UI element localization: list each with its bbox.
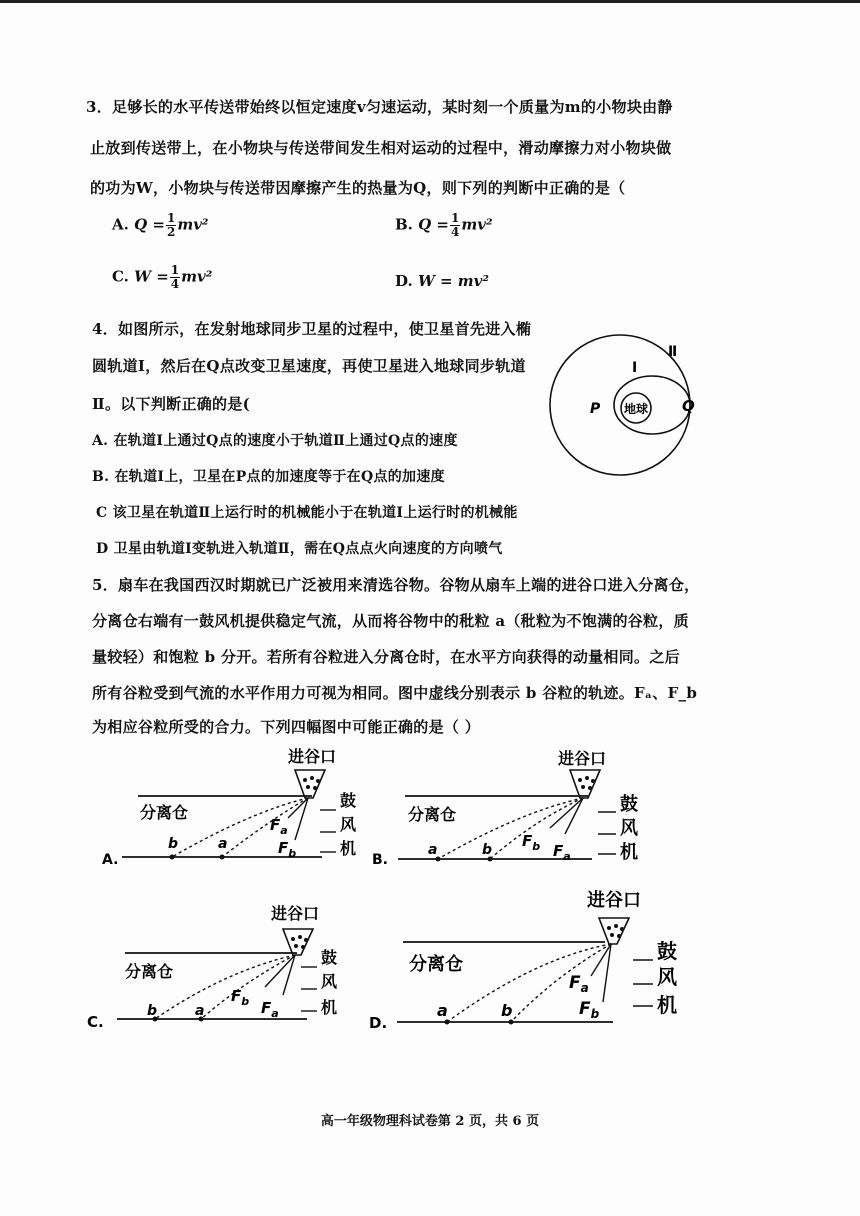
svg-text:b: b [482, 842, 493, 858]
q3-option-b: B. Q = $\frac{1}{4}$ mv² [395, 211, 493, 239]
svg-text:Fb: $F_b$ [278, 839, 297, 860]
svg-text:分离仓: 分离仓 [408, 805, 457, 824]
svg-text:机: 机 [657, 993, 677, 1017]
svg-text:b: b [168, 836, 179, 852]
q3-option-d: D. W = mv² [395, 272, 489, 290]
page-top-border [0, 0, 860, 3]
svg-text:Fa: $F_a$ [553, 842, 571, 863]
fraction: $\frac{1}{4}$ [451, 211, 460, 239]
svg-text:A.: A. [102, 852, 119, 868]
svg-text:机: 机 [620, 842, 638, 863]
q3-line2: 止放到传送带上，在小物块与传送带间发生相对运动的过程中，滑动摩擦力对小物块做 [90, 139, 672, 157]
q5-line3: 量较轻）和饱粒 b 分开。若所有谷粒进入分离仓时，在水平方向获得的动量相同。之后 [92, 648, 680, 666]
q5-line4: 所有谷粒受到气流的水平作用力可视为相同。图中虚线分别表示 b 谷粒的轨迹。Fₐ、F_b [92, 684, 698, 702]
svg-text:进谷口: 进谷口 [271, 904, 320, 923]
svg-text:鼓: 鼓 [657, 939, 677, 963]
svg-text:Fa: $F_a$ [270, 816, 288, 837]
fan-figure-a [100, 740, 370, 870]
svg-text:鼓: 鼓 [340, 791, 357, 810]
svg-text:a: a [428, 842, 438, 858]
svg-text:a: a [218, 836, 228, 852]
svg-text:Fb: $F_b$ [231, 987, 250, 1008]
q4-option-c: C 该卫星在轨道Ⅱ上运行时的机械能小于在轨道Ⅰ上运行时的机械能 [96, 505, 518, 521]
svg-text:D.: D. [369, 1014, 388, 1032]
fan-figure-b [370, 740, 660, 870]
svg-text:Fa: $F_a$ [569, 973, 589, 995]
hopper [295, 770, 325, 798]
q3-option-c: C. W = $\frac{1}{4}$ mv² [112, 263, 213, 291]
svg-text:进谷口: 进谷口 [288, 747, 337, 766]
q5-line5: 为相应谷粒所受的合力。下列四幅图中可能正确的是（ ） [92, 718, 481, 736]
svg-text:b: b [501, 1001, 513, 1020]
page-footer: 高一年级物理科试卷第 2 页，共 6 页 [320, 1114, 540, 1129]
svg-text:B.: B. [372, 852, 388, 868]
svg-text:鼓: 鼓 [620, 794, 638, 815]
svg-text:机: 机 [340, 839, 357, 858]
orbit-ii-label: Ⅱ [668, 344, 678, 360]
q4-line2: 圆轨道Ⅰ，然后在Q点改变卫星速度，再使卫星进入地球同步轨道 [92, 357, 526, 375]
q3-line3: 的功为W，小物块与传送带因摩擦产生的热量为Q，则下列的判断中正确的是（ [90, 179, 626, 197]
svg-text:Fb: $F_b$ [579, 999, 600, 1021]
svg-text:风: 风 [340, 815, 357, 834]
svg-text:Fa: $F_a$ [261, 999, 279, 1020]
q3-line1: 3．足够长的水平传送带始终以恒定速度v匀速运动，某时刻一个质量为m的小物块由静 [86, 98, 673, 116]
svg-text:机: 机 [321, 998, 338, 1017]
svg-text:风: 风 [620, 818, 638, 839]
svg-text:分离仓: 分离仓 [125, 962, 174, 981]
svg-text:进谷口: 进谷口 [587, 890, 641, 911]
q4-option-d: D 卫星由轨道Ⅰ变轨进入轨道Ⅱ，需在Q点点火向速度的方向喷气 [96, 541, 503, 557]
point-q-label: Q [682, 397, 695, 415]
q4-line3: Ⅱ。以下判断正确的是( [92, 395, 251, 413]
svg-text:a: a [437, 1001, 448, 1020]
svg-text:风: 风 [321, 972, 338, 991]
fraction: $\frac{1}{2}$ [166, 211, 176, 239]
earth-label: 地球 [624, 402, 649, 416]
svg-text:风: 风 [657, 965, 677, 989]
orbit-i-label: Ⅰ [632, 360, 638, 376]
orbit-figure [540, 330, 720, 480]
fan-figure-c [85, 895, 365, 1035]
fan-figure-d [365, 880, 695, 1040]
svg-text:分离仓: 分离仓 [409, 954, 463, 975]
svg-text:b: b [147, 1003, 158, 1019]
point-p-label: P [590, 401, 601, 417]
svg-text:C.: C. [87, 1013, 104, 1031]
svg-text:分离仓: 分离仓 [140, 803, 189, 822]
q5-line1: 5．扇车在我国西汉时期就已广泛被用来清选谷物。谷物从扇车上端的进谷口进入分离仓， [92, 576, 700, 594]
q4-option-b: B. 在轨道Ⅰ上，卫星在P点的加速度等于在Q点的加速度 [92, 469, 445, 485]
svg-text:进谷口: 进谷口 [558, 749, 607, 768]
q4-line1: 4．如图所示，在发射地球同步卫星的过程中，使卫星首先进入椭 [92, 320, 532, 338]
svg-text:鼓: 鼓 [321, 948, 338, 967]
q5-line2: 分离仓右端有一鼓风机提供稳定气流，从而将谷物中的秕粒 a（秕粒为不饱满的谷粒，质 [92, 612, 689, 630]
q4-option-a: A. 在轨道Ⅰ上通过Q点的速度小于轨道Ⅱ上通过Q点的速度 [92, 433, 458, 449]
fraction: $\frac{1}{4}$ [170, 263, 180, 291]
svg-text:Fb: $F_b$ [522, 832, 541, 853]
q3-option-a: A. Q = $\frac{1}{2}$ mv² [112, 211, 209, 239]
svg-text:a: a [195, 1003, 205, 1019]
